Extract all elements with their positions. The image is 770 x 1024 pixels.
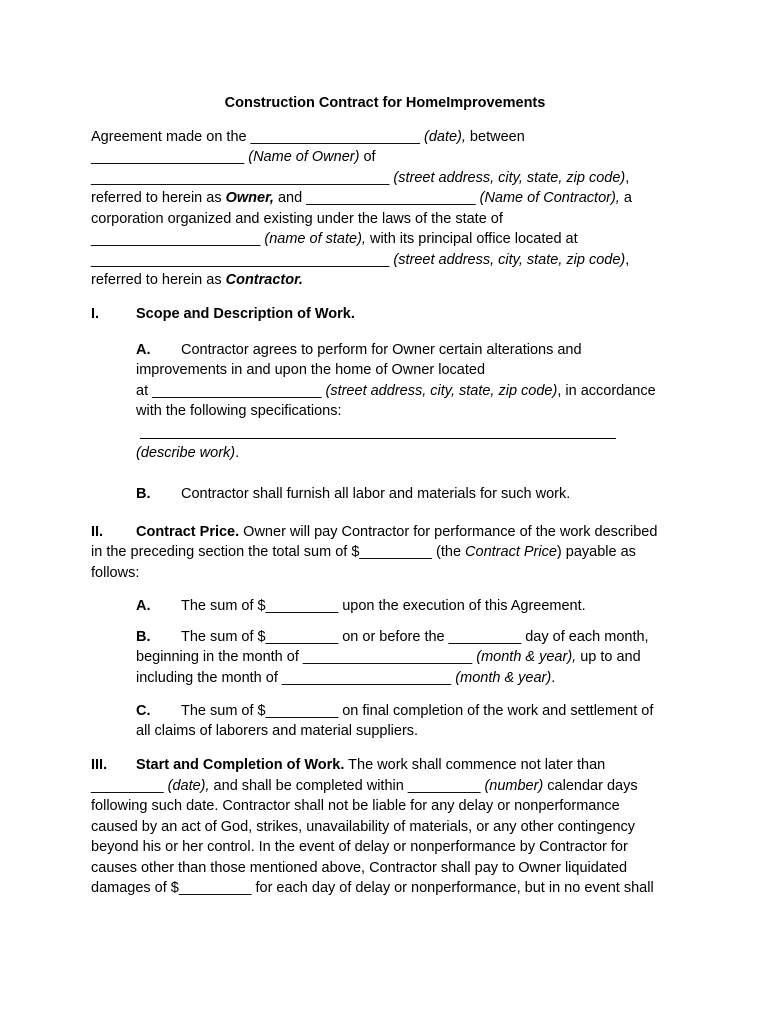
address-hint: (street address, city, state, zip code) — [325, 383, 558, 399]
text: calendar days — [543, 778, 638, 794]
text: between — [465, 129, 525, 145]
text: . — [235, 445, 240, 461]
owner-name-hint: (Name of Owner) — [248, 149, 360, 165]
month-year-hint: (month & year) — [455, 670, 552, 686]
text: ) payable as — [556, 544, 636, 560]
work-description-rule — [140, 438, 616, 439]
section-3-line-1 — [136, 755, 605, 775]
section-3-number: III. — [91, 757, 108, 773]
clause-2a-label: A. — [136, 598, 151, 614]
intro-line-1 — [91, 127, 525, 147]
text: referred to herein as — [91, 272, 226, 288]
owner-name-blank: ___________________ — [91, 149, 249, 165]
text: up to and — [576, 649, 641, 665]
state-blank: _____________________ — [91, 231, 265, 247]
intro-line-4 — [91, 188, 632, 208]
section-2-line-2 — [91, 542, 636, 562]
work-address-blank: at _____________________ — [136, 383, 326, 399]
clause-2b-line-2 — [136, 647, 641, 667]
date-blank: _________ — [91, 778, 168, 794]
contractor-term: Contractor. — [225, 272, 303, 288]
text: with its principal office located at — [365, 231, 578, 247]
section-3-line-6: causes other than those mentioned above, Contractor shall pay to Owner liquidated — [91, 860, 628, 876]
clause-2b-label: B. — [136, 629, 151, 645]
section-3-heading: Start and Completion of Work. — [136, 757, 345, 773]
address-hint: (street address, city, state, zip code) — [393, 170, 626, 186]
section-3-line-7: damages of $_________ for each day of delay or nonperformance, but in no event shall — [91, 880, 654, 896]
text: of — [359, 149, 376, 165]
contractor-name-blank: and _____________________ — [273, 190, 480, 206]
intro-line-2 — [91, 147, 376, 167]
text: , — [625, 252, 630, 268]
section-1-heading: Scope and Description of Work. — [136, 306, 355, 322]
clause-1a-line-3 — [136, 381, 656, 401]
document-title: Construction Contract for HomeImprovements — [224, 95, 546, 111]
text: , — [625, 170, 630, 186]
state-hint: (name of state), — [264, 231, 366, 247]
clause-2b-line-1: The sum of $_________ on or before the _________ day of each month, — [181, 629, 649, 645]
office-address-blank: _____________________________________ — [91, 252, 394, 268]
section-3-line-4: caused by an act of God, strikes, unavailability of materials, or any other contingency — [91, 819, 636, 835]
section-2-line-1 — [136, 522, 657, 542]
date-hint: (date), — [167, 778, 210, 794]
month-year-hint: (month & year), — [476, 649, 577, 665]
text: Owner will pay Contractor for performance of the work described — [239, 524, 658, 540]
text: referred to herein as — [91, 190, 226, 206]
text: and shall be completed within _________ — [209, 778, 485, 794]
text: beginning in the month of _____________________ — [136, 649, 477, 665]
text: including the month of _____________________ — [136, 670, 456, 686]
text: . — [551, 670, 556, 686]
text: in the preceding section the total sum of $_________ (the — [91, 544, 466, 560]
describe-work-hint: (describe work) — [136, 445, 236, 461]
intro-line-5: corporation organized and existing under the laws of the state of — [91, 211, 503, 227]
clause-1b-text: Contractor shall furnish all labor and materials for such work. — [181, 486, 571, 502]
section-3-line-2 — [91, 776, 638, 796]
clause-1a-line-1: Contractor agrees to perform for Owner certain alterations and — [181, 342, 582, 358]
text: , in accordance — [557, 383, 656, 399]
section-3-line-3: following such date. Contractor shall not be liable for any delay or nonperformance — [91, 798, 620, 814]
contract-price-term: Contract Price — [465, 544, 557, 560]
clause-1a-label: A. — [136, 342, 151, 358]
text: The work shall commence not later than — [344, 757, 606, 773]
owner-term: Owner, — [225, 190, 274, 206]
text: a — [619, 190, 632, 206]
address-hint: (street address, city, state, zip code) — [393, 252, 626, 268]
text: Agreement made on the _____________________ — [91, 129, 424, 145]
clause-2c-label: C. — [136, 703, 151, 719]
contractor-name-hint: (Name of Contractor), — [479, 190, 620, 206]
clause-1a-line-2: improvements in and upon the home of Owner located — [136, 362, 486, 378]
intro-line-7 — [91, 250, 629, 270]
clause-1a-line-4: with the following specifications: — [136, 403, 342, 419]
clause-2c-line-1: The sum of $_________ on final completion of the work and settlement of — [181, 703, 654, 719]
section-2-heading: Contract Price. — [136, 524, 240, 540]
section-2-number: II. — [91, 524, 104, 540]
number-hint: (number) — [484, 778, 544, 794]
intro-line-8 — [91, 270, 303, 290]
clause-2c-line-2: all claims of laborers and material suppliers. — [136, 723, 419, 739]
section-2-line-3: follows: — [91, 565, 140, 581]
clause-1b-label: B. — [136, 486, 151, 502]
clause-2a-text: The sum of $_________ upon the execution of this Agreement. — [181, 598, 586, 614]
intro-line-6 — [91, 229, 578, 249]
date-hint: (date), — [423, 129, 466, 145]
intro-line-3 — [91, 168, 629, 188]
describe-work-line — [136, 443, 239, 463]
section-1-number: I. — [91, 306, 100, 322]
clause-2b-line-3 — [136, 668, 555, 688]
owner-address-blank: _____________________________________ — [91, 170, 394, 186]
section-3-line-5: beyond his or her control. In the event of delay or nonperformance by Contractor for — [91, 839, 628, 855]
